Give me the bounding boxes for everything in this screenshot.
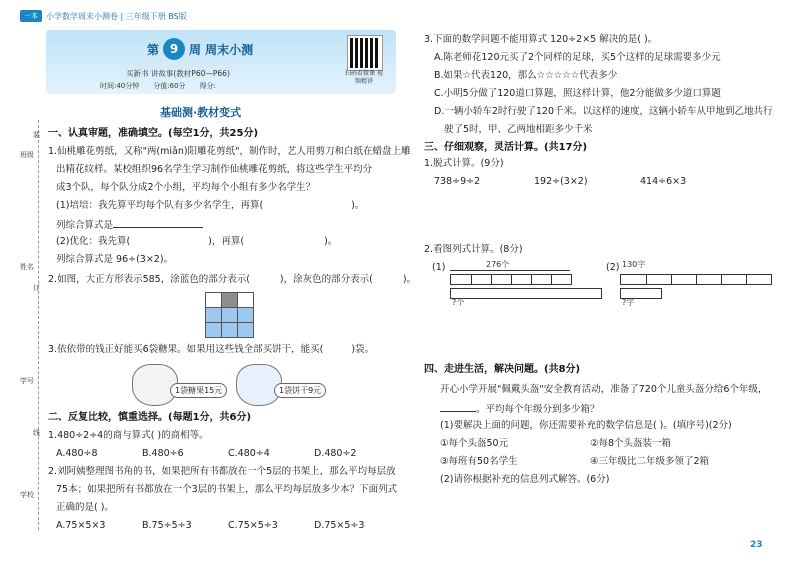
exam-info (100, 81, 216, 91)
fig1-total: 276个 (486, 260, 510, 269)
brand-tag: 一本 (20, 10, 42, 22)
part1-heading: 一、认真审题，准确填空。(每空1分，共25分) (48, 128, 259, 139)
choice1-text: 1.480÷2÷4的商与算式( )的商相等。 (48, 430, 209, 441)
choice2-option-d[interactable]: D.75×5÷3 (314, 520, 365, 531)
time-info: 时间:40分钟 (100, 82, 140, 90)
choice3-text: 3.下面的数学问题不能用算式 120÷2×5 解决的是( )。 (424, 34, 658, 45)
fig1-question: ?个 (452, 298, 465, 307)
q1-sub2-text: (2)优化：我先算( (56, 236, 131, 247)
page-number: 23 (750, 540, 763, 550)
choice3-option-b[interactable]: B.如果☆代表120，那么☆☆☆☆☆代表多少 (434, 70, 618, 81)
q3-text (48, 344, 374, 356)
part3-heading: 三、仔细观察，灵活计算。(共17分) (424, 142, 588, 153)
q3-text-a: 3.依依带的钱正好能买6袋糖果。如果用这些钱全部买饼干，能买( (48, 344, 324, 355)
calc-item: 192÷(3×2) (534, 176, 588, 187)
info-option-4[interactable]: ④三年级比二年级多领了2箱 (590, 456, 710, 467)
info-option-2[interactable]: ②每8个头盔装一箱 (590, 438, 672, 449)
info-option-3[interactable]: ③每班有50名学生 (440, 456, 518, 467)
margin-label-name: 姓名 (20, 263, 34, 271)
week-number-badge: 9 (163, 38, 185, 60)
q1-sub1-text: (1)培培：我先算平均每个队有多少名学生，再算( (56, 200, 264, 211)
margin-label-number: 学号 (20, 377, 34, 385)
q2-text-a: 2.如图，大正方形表示585，涂蓝色的部分表示( (48, 274, 250, 285)
q1-sub1 (56, 200, 364, 212)
life-sub1: (1)要解决上面的问题，你还需要补充的数学信息是( )。(填序号)(2分) (440, 420, 732, 431)
cookie-price: 1袋饼干9元 (274, 378, 326, 398)
q1-sub2-formula: 列综合算式是 96÷(3×2)。 (56, 254, 174, 265)
life-problem-text (440, 402, 600, 416)
header-bar (20, 10, 187, 22)
figure-calc-heading: 2.看图列式计算。(8分) (424, 244, 523, 255)
q3-text-b: )袋。 (351, 344, 375, 355)
choice1-option-c[interactable]: C.480÷4 (228, 448, 270, 459)
binding-line (38, 120, 39, 530)
choice3-option-a[interactable]: A.陈老师花120元买了2个同样的足球，买5个这样的足球需要多少元 (434, 52, 721, 63)
qr-code-icon[interactable] (348, 36, 382, 70)
choice1-option-d[interactable]: D.480÷2 (314, 448, 357, 459)
calc-item: 738÷9÷2 (434, 176, 481, 187)
calc-heading: 1.脱式计算。(9分) (424, 158, 504, 169)
calc-item: 414÷6×3 (640, 176, 687, 187)
choice1-option-a[interactable]: A.480÷8 (56, 448, 98, 459)
choice2-text: 正确的是( )。 (56, 502, 114, 513)
answer-blank[interactable] (440, 402, 476, 412)
part2-heading: 二、反复比较，慎重选择。(每题1分，共6分) (48, 412, 252, 423)
q2-text (48, 274, 416, 286)
fig1-label: (1) (432, 262, 446, 273)
q1-sub1-end: )。 (351, 200, 365, 211)
answer-blank[interactable] (113, 218, 203, 228)
q1-text: 1.仙桃雕花剪纸，又称"两(miǎn)阳雕花剪纸"，制作时，艺人用剪刀和白纸在蜡盘上雕 (48, 146, 411, 157)
life-problem-question: 。平均每个年级分到多少箱？ (476, 404, 600, 415)
choice2-text: 75本；如果把所有书都放在一个3层的书架上，那么平均每层放多少本？下面列式 (56, 484, 398, 495)
q1-sub2-mid: )，再算( (208, 236, 245, 247)
week-prefix: 第 (147, 43, 160, 57)
qr-label: 扫码看微课 视频精讲 (345, 70, 383, 85)
q2-text-c: )。 (402, 274, 417, 285)
section-title: 基础测·教材变式 (160, 106, 242, 119)
q1-sub2 (56, 236, 337, 248)
square-grid-figure (205, 292, 254, 338)
margin-label-school: 学校 (20, 491, 34, 499)
fig2-label: (2) (606, 262, 620, 273)
choice3-option-d[interactable]: D.一辆小轿车2时行驶了120千米。以这样的速度，这辆小轿车从甲地到乙地共行 (434, 106, 773, 117)
header-title: 小学数学周末小测卷 | 三年级下册 BS版 (46, 11, 187, 21)
margin-mark: 线 (33, 429, 40, 437)
fig1-bar-long (450, 288, 602, 299)
info-option-1[interactable]: ①每个头盔50元 (440, 438, 509, 449)
fig2-bar (620, 274, 772, 285)
choice2-option-a[interactable]: A.75×5×3 (56, 520, 106, 531)
q2-text-b: )，涂灰色的部分表示( (279, 274, 373, 285)
q1-text: 成3个队，每个队分成2个小组，平均每个小组有多少名学生？ (56, 182, 316, 193)
score-info: 分值:60分 (153, 82, 186, 90)
choice2-option-b[interactable]: B.75÷5÷3 (142, 520, 192, 531)
fig1-bar (450, 274, 572, 285)
q1-text: 出精花纹样。某校组织96名学生学习制作仙桃雕花剪纸，将这些学生平均分 (56, 164, 373, 175)
part4-heading: 四、走进生活，解决问题。(共8分) (424, 364, 581, 375)
q1-sub1-formula (56, 218, 203, 232)
got-score-info: 得分: (199, 82, 216, 90)
q1-sub2-end: )。 (324, 236, 338, 247)
margin-mark: 装 (33, 131, 40, 139)
margin-mark: 订 (33, 284, 40, 292)
fig1-brace (450, 270, 570, 271)
choice3-option-d-cont: 驶了5时，甲、乙两地相距多少千米 (444, 124, 593, 135)
choice3-option-c[interactable]: C.小明5分做了120道口算题，照这样计算，他2分能做多少道口算题 (434, 88, 721, 99)
week-title: 周 周末小测 (189, 43, 254, 57)
week-banner (46, 30, 396, 94)
fig2-question: ?字 (622, 298, 635, 307)
fig2-total: 130字 (622, 260, 646, 269)
life-sub2: (2)请你根据补充的信息列式解答。(6分) (440, 474, 610, 485)
choice2-option-c[interactable]: C.75×5÷3 (228, 520, 278, 531)
margin-label-class: 班级 (20, 151, 34, 159)
q1-formula-label: 列综合算式是 (56, 220, 114, 231)
lesson-scope: 买新书 讲故事(教材P60—P66) (126, 69, 230, 78)
choice1-option-b[interactable]: B.480÷6 (142, 448, 184, 459)
candy-price: 1袋糖果15元 (170, 378, 227, 398)
choice2-text: 2.刘阿姨整理图书角的书，如果把所有书都放在一个5层的书架上，那么平均每层放 (48, 466, 396, 477)
life-problem-text: 开心小学开展"佩戴头盔"安全教育活动，准备了720个儿童头盔分给6个年级， (440, 384, 768, 395)
